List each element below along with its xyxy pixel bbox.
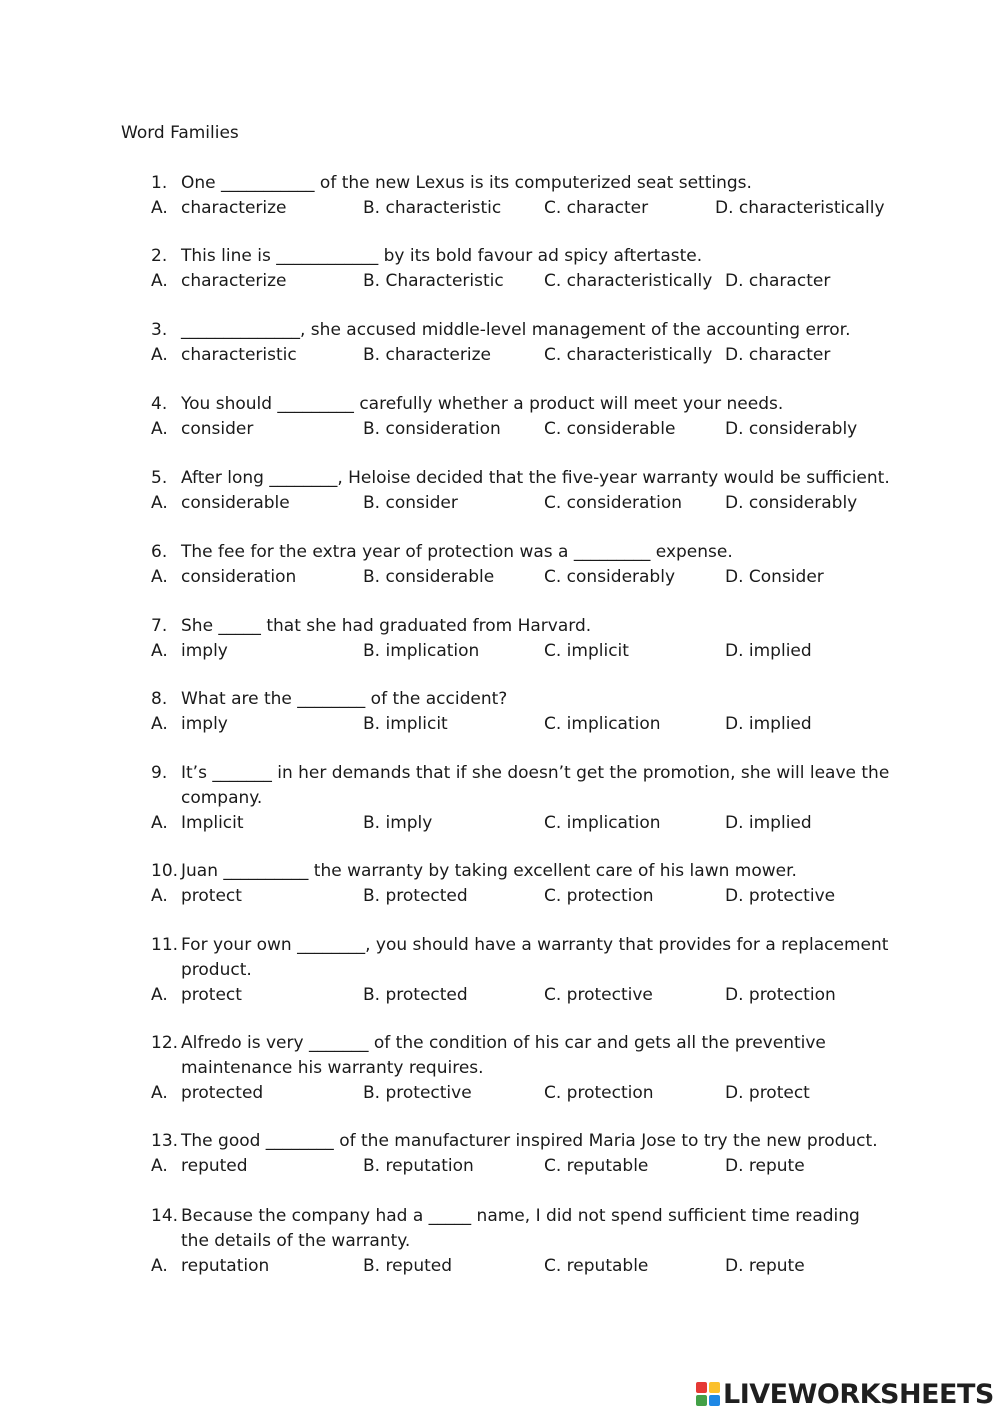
question-number: 12. bbox=[151, 1033, 179, 1053]
question-stem: Alfredo is very _______ of the condition of his car and gets all the preventive maintenance his warranty requires. bbox=[181, 1033, 826, 1078]
option-d[interactable]: D. protection bbox=[725, 985, 836, 1005]
question-stem: What are the ________ of the accident? bbox=[181, 689, 508, 709]
option-a-marker: A. bbox=[151, 345, 168, 365]
option-d[interactable]: D. character bbox=[725, 271, 831, 291]
question-stem: After long ________, Heloise decided that the five-year warranty would be sufficient. bbox=[181, 468, 890, 488]
option-b[interactable]: B. reputation bbox=[363, 1156, 474, 1176]
question-8 bbox=[0, 687, 1000, 737]
question-number: 6. bbox=[151, 542, 168, 562]
question-9 bbox=[0, 761, 1000, 836]
question-stem: You should _________ carefully whether a product will meet your needs. bbox=[181, 394, 784, 414]
option-b[interactable]: B. characteristic bbox=[363, 198, 502, 218]
option-b[interactable]: B. reputed bbox=[363, 1256, 453, 1276]
question-1 bbox=[0, 171, 1000, 221]
option-d[interactable]: D. implied bbox=[725, 714, 812, 734]
option-a-marker: A. bbox=[151, 493, 168, 513]
question-stem: This line is ____________ by its bold favour ad spicy aftertaste. bbox=[181, 246, 703, 266]
question-11 bbox=[0, 933, 1000, 1008]
question-stem: Juan __________ the warranty by taking excellent care of his lawn mower. bbox=[181, 861, 797, 881]
option-c[interactable]: C. reputable bbox=[544, 1256, 649, 1276]
option-d[interactable]: D. implied bbox=[725, 813, 812, 833]
option-a-marker: A. bbox=[151, 985, 168, 1005]
liveworksheets-logo-icon bbox=[696, 1382, 720, 1406]
question-number: 4. bbox=[151, 394, 168, 414]
option-c[interactable]: C. considerably bbox=[544, 567, 676, 587]
option-c[interactable]: C. implication bbox=[544, 714, 661, 734]
option-c[interactable]: C. protective bbox=[544, 985, 653, 1005]
option-b[interactable]: B. consideration bbox=[363, 419, 501, 439]
option-d[interactable]: D. characteristically bbox=[715, 198, 885, 218]
option-a-marker: A. bbox=[151, 567, 168, 587]
option-a[interactable]: consideration bbox=[181, 567, 297, 587]
option-a[interactable]: reputation bbox=[181, 1256, 270, 1276]
option-b[interactable]: B. protected bbox=[363, 985, 468, 1005]
question-13 bbox=[0, 1129, 1000, 1179]
option-a-marker: A. bbox=[151, 1256, 168, 1276]
option-d[interactable]: D. character bbox=[725, 345, 831, 365]
question-stem: Because the company had a _____ name, I did not spend sufficient time reading the details of the warranty. bbox=[181, 1206, 860, 1251]
option-a-marker: A. bbox=[151, 419, 168, 439]
question-number: 11. bbox=[151, 935, 179, 955]
option-b[interactable]: B. characterize bbox=[363, 345, 491, 365]
option-b[interactable]: B. implication bbox=[363, 641, 480, 661]
question-number: 2. bbox=[151, 246, 168, 266]
question-number: 10. bbox=[151, 861, 179, 881]
option-a[interactable]: considerable bbox=[181, 493, 290, 513]
option-d[interactable]: D. considerably bbox=[725, 493, 858, 513]
option-a[interactable]: characterize bbox=[181, 271, 287, 291]
option-b[interactable]: B. protective bbox=[363, 1083, 472, 1103]
option-d[interactable]: D. protective bbox=[725, 886, 836, 906]
option-b[interactable]: B. consider bbox=[363, 493, 458, 513]
option-d[interactable]: D. considerably bbox=[725, 419, 858, 439]
option-a[interactable]: imply bbox=[181, 714, 228, 734]
option-a[interactable]: protected bbox=[181, 1083, 264, 1103]
option-d[interactable]: D. Consider bbox=[725, 567, 824, 587]
question-number: 8. bbox=[151, 689, 168, 709]
question-stem: The good ________ of the manufacturer inspired Maria Jose to try the new product. bbox=[181, 1131, 878, 1151]
option-b[interactable]: B. Characteristic bbox=[363, 271, 504, 291]
option-a-marker: A. bbox=[151, 1083, 168, 1103]
option-b[interactable]: B. imply bbox=[363, 813, 433, 833]
logo-square-yellow bbox=[709, 1382, 720, 1393]
option-c[interactable]: C. character bbox=[544, 198, 649, 218]
question-stem: ______________, she accused middle-level management of the accounting error. bbox=[181, 320, 851, 340]
option-d[interactable]: D. repute bbox=[725, 1156, 805, 1176]
question-stem: For your own ________, you should have a warranty that provides for a replacement product. bbox=[181, 935, 889, 980]
question-stem: The fee for the extra year of protection was a _________ expense. bbox=[181, 542, 733, 562]
logo-square-blue bbox=[709, 1395, 720, 1406]
option-c[interactable]: C. characteristically bbox=[544, 271, 713, 291]
question-stem: She _____ that she had graduated from Harvard. bbox=[181, 616, 592, 636]
question-number: 9. bbox=[151, 763, 168, 783]
question-10 bbox=[0, 859, 1000, 909]
question-5 bbox=[0, 466, 1000, 516]
logo-square-red bbox=[696, 1382, 707, 1393]
option-c[interactable]: C. consideration bbox=[544, 493, 683, 513]
question-12 bbox=[0, 1031, 1000, 1106]
question-6 bbox=[0, 540, 1000, 590]
option-a[interactable]: Implicit bbox=[181, 813, 244, 833]
option-c[interactable]: C. implicit bbox=[544, 641, 629, 661]
question-number: 1. bbox=[151, 173, 168, 193]
option-a[interactable]: characterize bbox=[181, 198, 287, 218]
question-4 bbox=[0, 392, 1000, 442]
question-14 bbox=[0, 1204, 1000, 1279]
option-a-marker: A. bbox=[151, 714, 168, 734]
worksheet-title: Word Families bbox=[121, 123, 239, 143]
option-c[interactable]: C. protection bbox=[544, 1083, 654, 1103]
option-b[interactable]: B. considerable bbox=[363, 567, 495, 587]
option-a[interactable]: protect bbox=[181, 985, 242, 1005]
option-c[interactable]: C. reputable bbox=[544, 1156, 649, 1176]
question-number: 5. bbox=[151, 468, 168, 488]
question-number: 14. bbox=[151, 1206, 179, 1226]
option-d[interactable]: D. repute bbox=[725, 1256, 805, 1276]
question-7 bbox=[0, 614, 1000, 664]
question-3 bbox=[0, 318, 1000, 368]
option-a-marker: A. bbox=[151, 271, 168, 291]
option-c[interactable]: C. characteristically bbox=[544, 345, 713, 365]
option-a[interactable]: imply bbox=[181, 641, 228, 661]
option-a[interactable]: reputed bbox=[181, 1156, 248, 1176]
option-a[interactable]: characteristic bbox=[181, 345, 297, 365]
option-a[interactable]: protect bbox=[181, 886, 242, 906]
option-a-marker: A. bbox=[151, 198, 168, 218]
option-a-marker: A. bbox=[151, 886, 168, 906]
option-a[interactable]: consider bbox=[181, 419, 254, 439]
option-c[interactable]: C. considerable bbox=[544, 419, 676, 439]
question-number: 13. bbox=[151, 1131, 179, 1151]
option-a-marker: A. bbox=[151, 641, 168, 661]
option-c[interactable]: C. implication bbox=[544, 813, 661, 833]
brand-name: LIVEWORKSHEETS bbox=[723, 1378, 994, 1410]
option-d[interactable]: D. protect bbox=[725, 1083, 810, 1103]
option-a-marker: A. bbox=[151, 1156, 168, 1176]
option-c[interactable]: C. protection bbox=[544, 886, 654, 906]
logo-square-green bbox=[696, 1395, 707, 1406]
question-number: 7. bbox=[151, 616, 168, 636]
question-stem: One ___________ of the new Lexus is its computerized seat settings. bbox=[181, 173, 752, 193]
option-d[interactable]: D. implied bbox=[725, 641, 812, 661]
question-number: 3. bbox=[151, 320, 168, 340]
option-a-marker: A. bbox=[151, 813, 168, 833]
question-2 bbox=[0, 244, 1000, 294]
option-b[interactable]: B. implicit bbox=[363, 714, 448, 734]
option-b[interactable]: B. protected bbox=[363, 886, 468, 906]
question-stem: It’s _______ in her demands that if she doesn’t get the promotion, she will leave the company. bbox=[181, 763, 890, 808]
liveworksheets-brand[interactable] bbox=[696, 1376, 996, 1412]
